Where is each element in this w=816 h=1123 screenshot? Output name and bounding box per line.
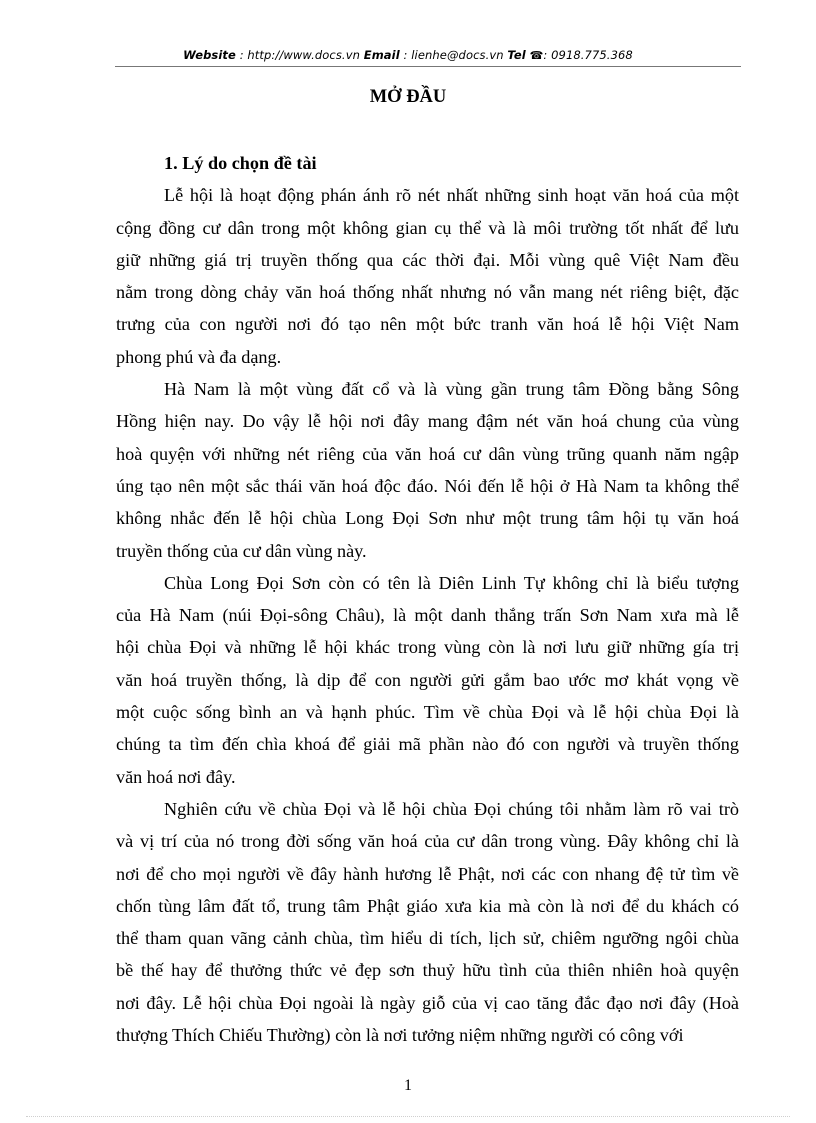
- paragraph-container: [116, 179, 739, 1051]
- paragraph-line: hội chùa Đọi và những lễ hội khác trong vùng còn là nơi lưu giữ những gía trị: [116, 637, 739, 658]
- paragraph-line: văn hoá truyền thống, là dịp để con người gửi gắm bao ước mơ khát vọng về: [116, 669, 739, 690]
- paragraph-line: cộng đồng cư dân trong một không gian cụ thể và là môi trường tốt nhất để lưu: [116, 217, 739, 238]
- paragraph-line: phong phú và đa dạng.: [116, 346, 282, 367]
- paragraph-line: thượng Thích Chiếu Thường) còn là nơi tưởng niệm những người có công với: [116, 1025, 684, 1046]
- paragraph-line: nằm trong dòng chảy văn hoá thống nhất nhưng nó vẫn mang nét riêng biệt, đặc: [116, 282, 739, 303]
- paragraph-line: giữ những giá trị truyền thống qua các thời đại. Mỗi vùng quê Việt Nam đều: [116, 249, 739, 270]
- paragraph-line: không nhắc đến lễ hội chùa Long Đọi Sơn như một trung tâm hội tụ văn hoá: [116, 508, 739, 529]
- paragraph-line: Hà Nam là một vùng đất cổ và là vùng gần trung tâm Đồng bằng Sông: [164, 379, 739, 400]
- paragraph: [116, 373, 739, 567]
- paragraph-line: truyền thống của cư dân vùng này.: [116, 540, 367, 561]
- paragraph-line: văn hoá nơi đây.: [116, 766, 236, 787]
- paragraph-line: chốn tùng lâm đất tổ, trung tâm Phật giáo xưa kia mà còn là nơi để du khách có: [116, 895, 739, 916]
- paragraph-line: trưng của con người nơi đó tạo nên một bức tranh văn hoá lễ hội Việt Nam: [116, 314, 739, 335]
- paragraph-line: hoà quyện với những nét riêng của văn hoá cư dân vùng trũng quanh năm ngập: [116, 443, 739, 464]
- paragraph-line: nơi để cho mọi người về đây hành hương lễ Phật, nơi các con nhang đệ tử tìm về: [116, 863, 739, 884]
- header-divider: [115, 66, 741, 67]
- phone-icon: ☎: [529, 49, 544, 62]
- paragraph-line: và vị trí của nó trong đời sống văn hoá của cư dân trong vùng. Đây không chỉ là: [116, 831, 739, 852]
- paragraph-line: thể tham quan vãng cảnh chùa, tìm hiểu di tích, lịch sử, chiêm ngưỡng ngôi chùa: [116, 928, 739, 949]
- paragraph: [116, 793, 739, 1051]
- paragraph-line: bề thế hay để thưởng thức vẻ đẹp sơn thuỷ hữu tình của thiên nhiên hoà quyện: [116, 960, 739, 981]
- tel-label: Tel: [507, 48, 526, 62]
- paragraph-line: Lễ hội là hoạt động phán ánh rõ nét nhất những sinh hoạt văn hoá của một: [164, 185, 739, 206]
- website-value: : http://www.docs.vn: [239, 48, 360, 62]
- email-value: : lienhe@docs.vn: [403, 48, 504, 62]
- paragraph-line: Nghiên cứu về chùa Đọi và lễ hội chùa Đọi chúng tôi nhằm làm rõ vai trò: [164, 798, 739, 819]
- paragraph-line: của Hà Nam (núi Đọi-sông Châu), là một danh thắng trấn Sơn Nam xưa mà lễ: [116, 605, 739, 626]
- paragraph-line: Chùa Long Đọi Sơn còn có tên là Diên Linh Tự không chỉ là biểu tượng: [164, 572, 739, 593]
- email-label: Email: [363, 48, 400, 62]
- page-title: MỞ ĐẦU: [369, 87, 447, 107]
- tel-value: : 0918.775.368: [543, 48, 633, 62]
- document-body: [116, 147, 739, 1051]
- website-label: Website: [183, 48, 236, 62]
- paragraph-line: một cuộc sống bình an và hạnh phúc. Tìm về chùa Đọi và lễ hội chùa Đọi là: [116, 702, 739, 723]
- paragraph-line: nơi đây. Lễ hội chùa Đọi ngoài là ngày giỗ của vị cao tăng đắc đạo nơi đây (Hoà: [116, 992, 739, 1013]
- section-heading: 1. Lý do chọn đề tài: [164, 153, 317, 173]
- paragraph: [116, 179, 739, 373]
- page-bottom-border: [26, 1116, 790, 1117]
- paragraph-line: úng tạo nên một sắc thái văn hoá độc đáo. Nói đến lễ hội ở Hà Nam ta không thể: [116, 475, 739, 496]
- paragraph: [116, 567, 739, 793]
- paragraph-line: Hồng hiện nay. Do vậy lễ hội nơi đây mang đậm nét văn hoá chung của vùng: [116, 411, 739, 432]
- paragraph-line: chúng ta tìm đến chìa khoá để giải mã phần nào đó con người và truyền thống: [116, 734, 739, 755]
- page-number: 1: [404, 1077, 412, 1094]
- page-header: [0, 47, 816, 64]
